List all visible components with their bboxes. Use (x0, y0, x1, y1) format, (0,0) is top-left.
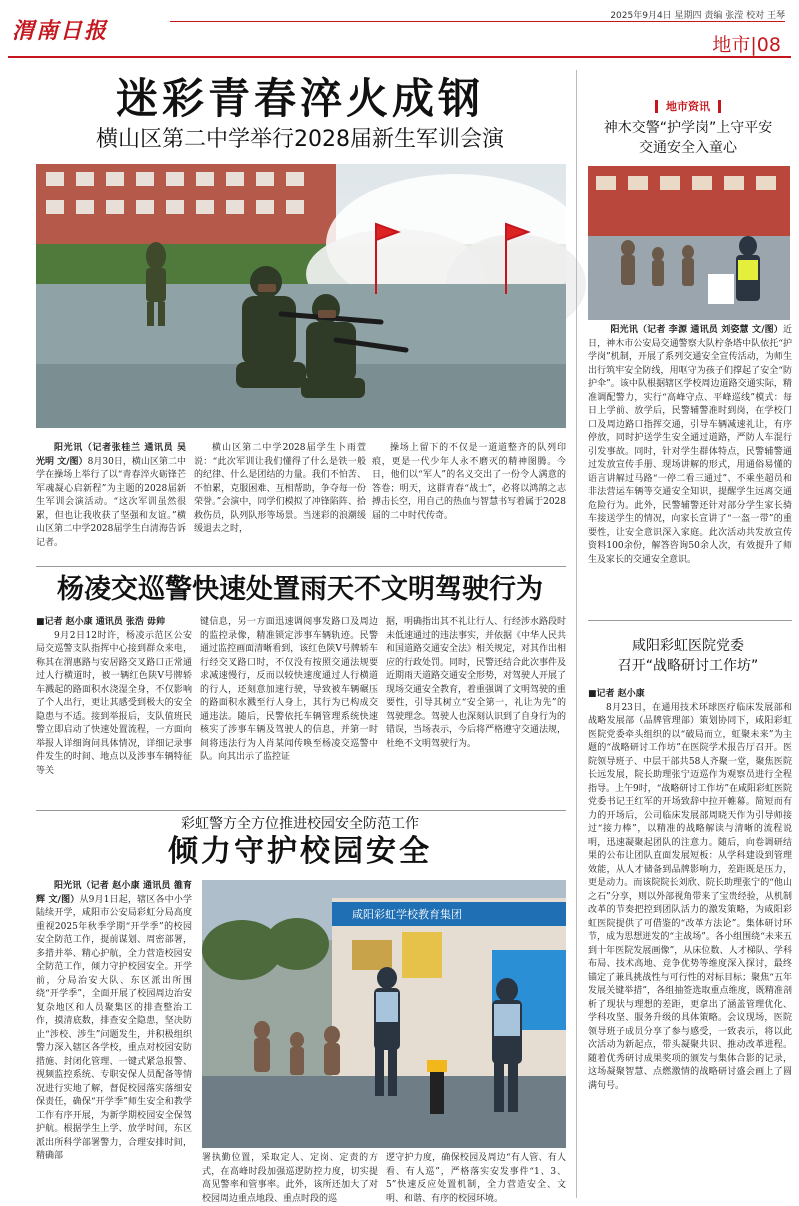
sidebar-story-b-body (588, 688, 792, 1200)
story1-divider (36, 566, 566, 567)
sidebar-story-b-title (584, 636, 792, 676)
sidebar-story-a-title-line2: 交通安全入童心 (639, 140, 737, 156)
story2-column-2 (200, 616, 378, 806)
story2-column-3 (386, 616, 566, 806)
sidebar-story-a-title-line1: 神木交警“护学岗”上守平安 (603, 120, 773, 136)
story1-column-1 (36, 442, 186, 562)
sidebar-story-b-byline: ■记者 赵小康 (588, 689, 645, 699)
school-photo-illustration (202, 880, 566, 1148)
story3-column-2 (202, 1152, 378, 1204)
story2-col2-text: 键信息，另一方面迅速调阅事发路口及周边的监控录像，精准锁定涉事车辆轨迹。民警通过监控画面清晰看到，该红色陕V号牌轿车行经交叉路口时，不仅没有按照交通法规要求减速慢行，反而以较快速度通过人行横道的行人，还刻意加速行驶，导致被车辆碾压的路面积水溅至行人身上，其行为已构成交通违法。随后，民警依托车辆管理系统快速核实了涉事车辆及驾驶人的信息，并第一时间将违法行为人肖某闻传唤至杨凌交巡警中队。向其出示了监控证 (200, 617, 378, 762)
sidebar-story-a-byline: 阳光讯（记者 李源 通讯员 刘姿慧 文/图） (610, 325, 783, 335)
story1-col2-text: 横山区第二中学2028届学生卜雨萱说：“此次军训让我们懂得了什么是铁一般的纪律、什么是团结的力量。我们不怕苦、不怕累，克服困难、互相帮助，争夺每一份荣誉。”会演中，同学们模拟了冲锋陷阵、拾救伤员，队列队形等场景。当迷彩的浪潮缓缓退去之时， (194, 443, 366, 534)
header-divider (8, 56, 791, 58)
story3-byline: 阳光讯（记者 赵小康 通讯员 雒育辉 文/图） (36, 881, 192, 905)
sidebar-story-b-text: 8月23日，在通用技术环球医疗临床发展部和战略发展部（品牌管理部）策划协同下，咸阳彩虹医院党委牵头组织的以“破局而立，虹聚未来”为主题的“战略研讨工作坊”在医院学术报告厅召开。医院领导班子、中层干部共58人齐聚一堂，聚焦医院长远发展，院长助理张宁迈巡作为观察员进行全程指导。上午9时，“战略研讨工作坊”在咸阳彩虹医院党委书记王红军的开场致辞中拉开帷幕。简短而有力的开场后，公司临床发展部周晓天作为引导师接过“接力棒”，以精准的战略解读与清晰的流程说明，迅速凝聚起团队的注意力。随后，向卷调研结果的公布让团队直面发展短板：从学科建设到管理效能，从人才储备到品牌影响力，差距既是压力，更是动力。而该院院长刘欣、院长助理张宁的“他山之石”分享，则以外部视角带来了宝贵经验，从机制改革的节奏把控到团队活力的激发策略，为咸阳彩虹医院提供了可借鉴的“改革方法论”。集体研讨环节，成为思想迸发的“主战场”。各小组围绕“未来五到十年医院发展画像”，从床位数、人才梯队、学科布局、技术高地、竞争优势等维度深入探讨，最终锚定了兼具挑战性与可行性的对标目标；聚焦“五年发展关键举措”，各组抽签选取重点维度，既精准剖析了现状与理想的差距，更拿出了涵盖管理优化、学科攻坚、服务升级的具体策略。会议现场，医院领导班子成员分享了参与感受，一致表示，将以此次活动为新起点，带头凝聚共识、推动改革进程。随着优秀研讨成果奖项的颁发与集体合影的记录，这场凝聚智慧、点燃激情的战略研讨盛会画上了圆满句号。 (588, 702, 792, 1091)
story2-divider (36, 810, 566, 811)
school-police-photo (202, 880, 566, 1148)
story3-kicker: 彩虹警方全方位推进校园安全防范工作 (181, 816, 419, 832)
school-gate-sign: 咸阳彩虹学校教育集团 (352, 908, 462, 921)
story1-title: 迷彩青春淬火成钢 (115, 74, 484, 123)
story3-title: 倾力守护校园安全 (168, 834, 432, 869)
dateline: 2025年9月4日 星期四 责编 张滢 校对 王琴 (610, 11, 785, 21)
masthead-rule (170, 21, 785, 22)
sidebar-story-b-title-line2: 召开“战略研讨工作坊” (617, 658, 759, 674)
sidebar-story-a-title (584, 118, 792, 158)
newspaper-masthead: 渭南日报 (12, 18, 109, 44)
story1-column-2 (194, 442, 366, 562)
story3-col1-text: 从9月1日起，辖区各中小学陆续开学，咸阳市公安局彩虹分局高度重视2025年秋季学期“开学季”的校园安全防范工作，提前谋划、周密部署，多措并举、精心护航，全力营造校园安全防范工作，倾力守护校园安全。开学前，分局治安大队、东区派出所围绕“开学季”，全面开展了校园周边治安复杂地区和人员聚集区的排查整治工作，摸清底数，排查安全隐患，坚决防止“涉校、涉生”问题发生，并积极组织警力深入辖区各学校，重点对校园安防措施、封闭化管理、一键式紧急报警、视频监控系统、专职安保人员配备等情况进行实地了解，督促校园落实落细安保责任，确保“开学季”师生安全和教学工作有序开展，为新学期校园安全保驾护航。根据学生上学、放学时间，东区派出所科学部署警力，合理安排时间，精确部 (36, 894, 193, 1161)
story1-column-3 (372, 442, 566, 562)
sidebar-story-b-title-line1: 咸阳彩虹医院党委 (632, 638, 744, 654)
sidebar-story-a-body (588, 324, 792, 616)
column-divider (576, 70, 577, 1198)
section-label: 地市|08 (712, 34, 781, 56)
military-drill-photo (36, 164, 566, 428)
story2-col1-text: 9月2日12时许，杨凌示范区公安局交巡警支队指挥中心接到群众来电，称其在渭惠路与安居路交叉路口正常通过人行横道时，被一辆红色陕V号牌轿车溅起的路面积水浇湿全身，不仅影响了个人出行，更让其感受到极大的安全隐患与不适。接到举报后，支队值班民警立即启动了快速处置流程，一方面向举报人详细询问具体情况，详细记录事件发生的时间、地点以及涉事车辆特征等关 (36, 630, 192, 776)
sidebar-section-tag (586, 98, 790, 114)
story1-col1-text: 8月30日，横山区第二中学在操场上举行了以“青春淬火砺锋芒 军魂凝心启新程”为主题的2028届新生军训会演活动。“这次军训虽然很累，但也让我收获了坚强和友谊。”横山区第二中学2028届学生白清海告诉记者。 (36, 456, 187, 548)
sidebar-divider (588, 620, 792, 621)
sidebar-story-a-text: 近日，神木市公安局交通警察大队柠条塔中队依托“护学岗”机制，开展了系列交通安全宣传活动，为师生出行筑牢安全防线，用呕守为孩子们撑起了安全“防护伞”。该中队根据辖区学校周边道路交通实际，精准调配警力，实行“高峰守点、平峰巡线”模式：每日上学前、放学后，民警辅警准时到岗，在学校门口及周边路口指挥交通，引导车辆减速礼让，有序停放，同时护送学生安全通过道路，严防人车混行引发事故。同时，针对学生群体特点，民警辅警通过发放宣传手册、现场讲解的形式，用通俗易懂的语言讲解过马路“一停二看三通过”、不乘坐超员和非法营运车辆等交通安全知识，提醒学生远离交通危险行为。此外，民警辅警还针对部分学生家长骑车接送学生的情况，向家长宣讲了“一盔一带”的重要性，让安全意识深入家庭。此次活动共发放宣传资料100余份，解答咨询50余人次，有效提升了师生及家长的交通安全意识。 (588, 325, 792, 565)
traffic-police-photo (588, 166, 790, 320)
story3-col3-text: 逻守护力度，确保校园及周边“有人管、有人看、有人巡”，严格落实安发事件“1、3、5”快速反应处置机制，全力营造安全、文明、和谐、有序的校园环境。 (386, 1153, 566, 1204)
story1-subtitle: 横山区第二中学举行2028届新生军训会演 (96, 127, 504, 152)
story2-column-1 (36, 616, 192, 806)
story2-title: 杨凌交巡警快速处置雨天不文明驾驶行为 (57, 574, 543, 605)
traffic-photo-illustration (588, 166, 790, 320)
story1-byline: 阳光讯（记者张桂兰 通讯员 吴光明 文/图） (36, 443, 186, 467)
drill-photo-illustration (36, 164, 566, 428)
story3-column-1 (36, 880, 192, 1198)
sidebar-tag-text: 地市资讯 (655, 100, 721, 113)
story2-byline: ■记者 赵小康 通讯员 张浩 毋帅 (36, 617, 166, 627)
story2-col3-text: 据，明确指出其不礼让行人、行经涉水路段时未低速通过的违法事实，并依据《中华人民共和国道路交通安全法》相关规定，对其作出相应的行政处罚。同时，民警还结合此次事件及近期雨天道路交通安全形势，对驾驶人开展了现场交通安全教育，着重强调了文明驾驶的重要性，引导其树立“安全第一，礼让为先”的驾驶理念。驾驶人也深刻认识到了自身行为的错误，当场表示，今后将严格遵守交通法规，杜绝不文明驾驶行为。 (386, 617, 567, 749)
story1-col3-text: 操场上留下的不仅是一道道整齐的队列印痕，更是一代少年人永不磨灭的精神图腾。今日，他们以“军人”的名义交出了一份令人满意的答卷；明天，这群青春“战士”，必将以鸿鹄之志搏击长空，用自己的热血与智慧书写着属于2028届的二中时代传奇。 (372, 443, 566, 521)
story3-column-3 (386, 1152, 566, 1204)
story3-col2-text: 署执勤位置，采取定人、定岗、定责的方式，在高峰时段加强巡逻防控力度，切实提高见警率和管事率。此外，该所还加大了对校园周边重点地段、重点时段的巡 (202, 1153, 378, 1204)
